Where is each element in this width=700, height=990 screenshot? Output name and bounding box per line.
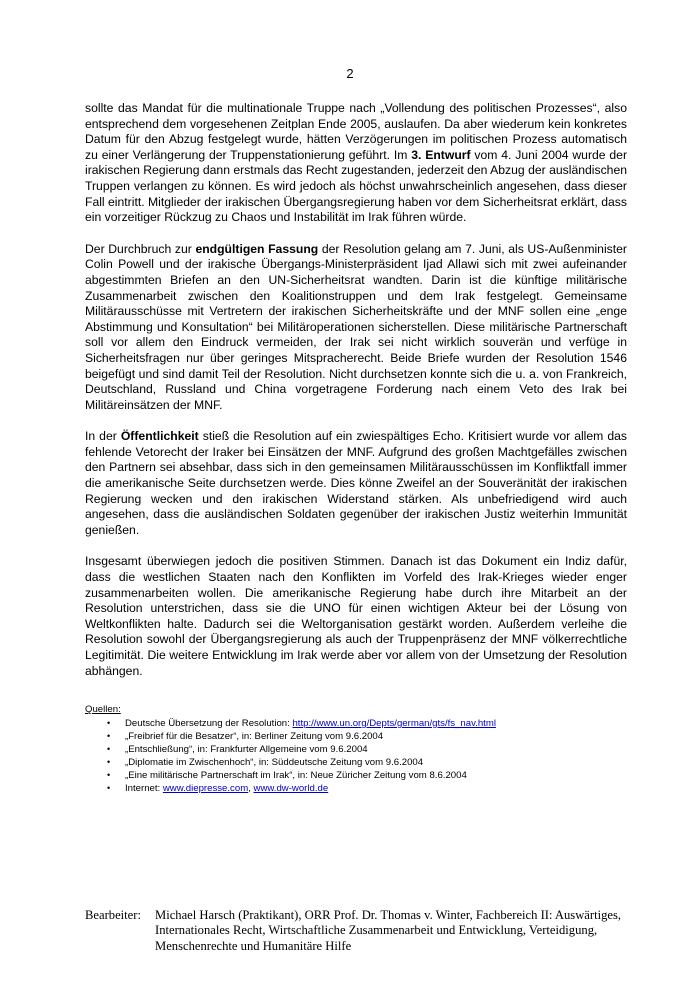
source-item <box>107 769 645 782</box>
text-run: vom 4. Juni 2004 wurde der irakischen Regierung dann erstmals das Recht zugestanden, jederzeit den Abzug der ausländischen Truppen verlangen zu können. Es wird jedoch als höchst unwahrscheinlich angesehen, dass dieser Fall eintritt. Mitglieder der irakischen Übergangsregierung haben vor dem Sicherheitsrat erklärt, dass ein vorzeitiger Rückzug zu Chaos und Instabilität im Irak führen würde. <box>85 147 628 225</box>
bullet-icon: • <box>107 770 111 780</box>
text-run: „Diplomatie im Zwischenhoch“, in: Süddeutsche Zeitung vom 9.6.2004 <box>125 757 424 768</box>
sources-section <box>85 703 645 795</box>
source-item <box>107 743 645 756</box>
bullet-icon: • <box>107 757 111 767</box>
text-run: Internet: <box>125 783 163 794</box>
page-number: 2 <box>346 66 354 81</box>
bullet-icon: • <box>107 731 111 741</box>
bullet-icon: • <box>107 718 111 728</box>
body-text <box>85 101 627 695</box>
bold-emphasis: Öffentlichkeit <box>120 429 199 444</box>
text-run: „Freibrief für die Besatzer“, in: Berliner Zeitung vom 9.6.2004 <box>125 731 384 742</box>
source-link[interactable]: http://www.un.org/Depts/german/gts/fs_nav.html <box>292 718 496 729</box>
text-run: stieß die Resolution auf ein zwiespältiges Echo. Kritisiert wurde vor allem das fehlende Vetorecht der Iraker bei Einsätzen der MNF. Aufgrund des großen Machtgefälles zwischen den Partnern sei absehbar, dass sich in den gemeinsamen Militärausschüssen im Konfliktfall immer die amerikanische Seite durchsetzen werde. Dies könne Zweifel an der Souveränität der irakischen Regierung wecken und den irakischen Widerstand stärken. Als unbefriedigend wird auch angesehen, dass die ausländischen Soldaten gegenüber der irakischen Justiz weiterhin Immunität genießen. <box>85 429 627 537</box>
text-run: Insgesamt überwiegen jedoch die positiven Stimmen. Danach ist das Dokument ein Indiz dafür, dass die westlichen Staaten nach den Konflikten im Vorfeld des Irak-Krieges wieder enger zusammenarbeiten wollen. Die amerikanische Regierung habe durch ihre Mitarbeit an der Resolution unterstrichen, dass sie die UNO für einen wichtigen Akteur bei der Lösung von Weltkonflikten halte. Dadurch sei die Weltorganisation gestärkt worden. Außerdem verleihe die Resolution sowohl der Übergangsregierung als auch der Truppenpräsenz der MNF völkerrechtliche Legitimität. Die weitere Entwicklung im Irak werde aber vor allem von der Umsetzung der Resolution abhängen. <box>85 554 627 678</box>
paragraph <box>85 554 627 679</box>
source-link[interactable]: www.diepresse.com <box>162 783 249 794</box>
text-run: „Entschließung“, in: Frankfurter Allgemeine vom 9.6.2004 <box>125 744 368 755</box>
paragraph <box>85 429 627 538</box>
bullet-icon: • <box>107 744 111 754</box>
bold-emphasis: 3. Entwurf <box>411 147 471 162</box>
text-run: Der Durchbruch zur <box>85 241 196 256</box>
text-run: der Resolution gelang am 7. Juni, als US-Außenminister Colin Powell und der irakische Übergangs-Ministerpräsident Ijad Allawi sich mit zwei aufeinander abgestimmten Briefen an den UN-Sicherheitsrat wandten. Darin ist die künftige militärische Zusammenarbeit zwischen den Koalitionstruppen und dem Irak festgelegt. Gemeinsame Militärausschüsse mit Vertretern der irakischen Sicherheitskräfte und der MNF sollen eine „enge Abstimmung und Konsultation“ bei Militäroperationen sicherstellen. Diese militärische Partnerschaft soll vor allem den Eindruck vermeiden, der Irak sei nicht wirklich souverän und verfüge in Sicherheitsfragen nur über geringes Mitspracherecht. Beide Briefe wurden der Resolution 1546 beigefügt und sind damit Teil der Resolution. Nicht durchsetzen konnte sich die u. a. von Frankreich, Deutschland, Russland und China vorgetragene Forderung nach einem Veto des Irak bei Militäreinsätzen der MNF. <box>85 241 627 412</box>
editor-footer <box>85 908 630 954</box>
sources-heading: Quellen: <box>85 704 121 715</box>
text-run: , <box>248 783 254 794</box>
text-run: „Eine militärische Partnerschaft im Irak“, in: Neue Züricher Zeitung vom 8.6.2004 <box>125 770 467 781</box>
text-run: Deutsche Übersetzung der Resolution: <box>125 718 293 729</box>
sources-list <box>85 717 645 795</box>
source-item <box>107 730 645 743</box>
bullet-icon: • <box>107 783 111 793</box>
source-item <box>107 756 645 769</box>
paragraph <box>85 242 627 414</box>
text-run: sollte das Mandat für die multinationale Truppe nach „Vollendung des politischen Prozesses“, also entsprechend dem vorgesehenen Zeitplan Ende 2005, auslaufen. Da aber wiederum kein konkretes Datum für den Abzug festgelegt wurde, hätten Verzögerungen im politischen Prozess automatisch zu einer Verlängerung der Truppenstationierung geführt. Im <box>85 101 627 162</box>
paragraph <box>85 101 627 226</box>
source-link[interactable]: www.dw-world.de <box>253 783 329 794</box>
text-run: In der <box>85 429 121 444</box>
bold-emphasis: endgültigen Fassung <box>195 241 319 256</box>
source-item <box>107 782 645 795</box>
editor-text: Michael Harsch (Praktikant), ORR Prof. Dr. Thomas v. Winter, Fachbereich II: Auswärtiges, Internationales Recht, Wirtschaftliche Zusammenarbeit und Entwicklung, Verteidigung, Menschenrechte und Humanitäre Hilfe <box>155 908 622 953</box>
source-item <box>107 717 645 730</box>
editor-label: Bearbeiter: <box>85 908 141 922</box>
